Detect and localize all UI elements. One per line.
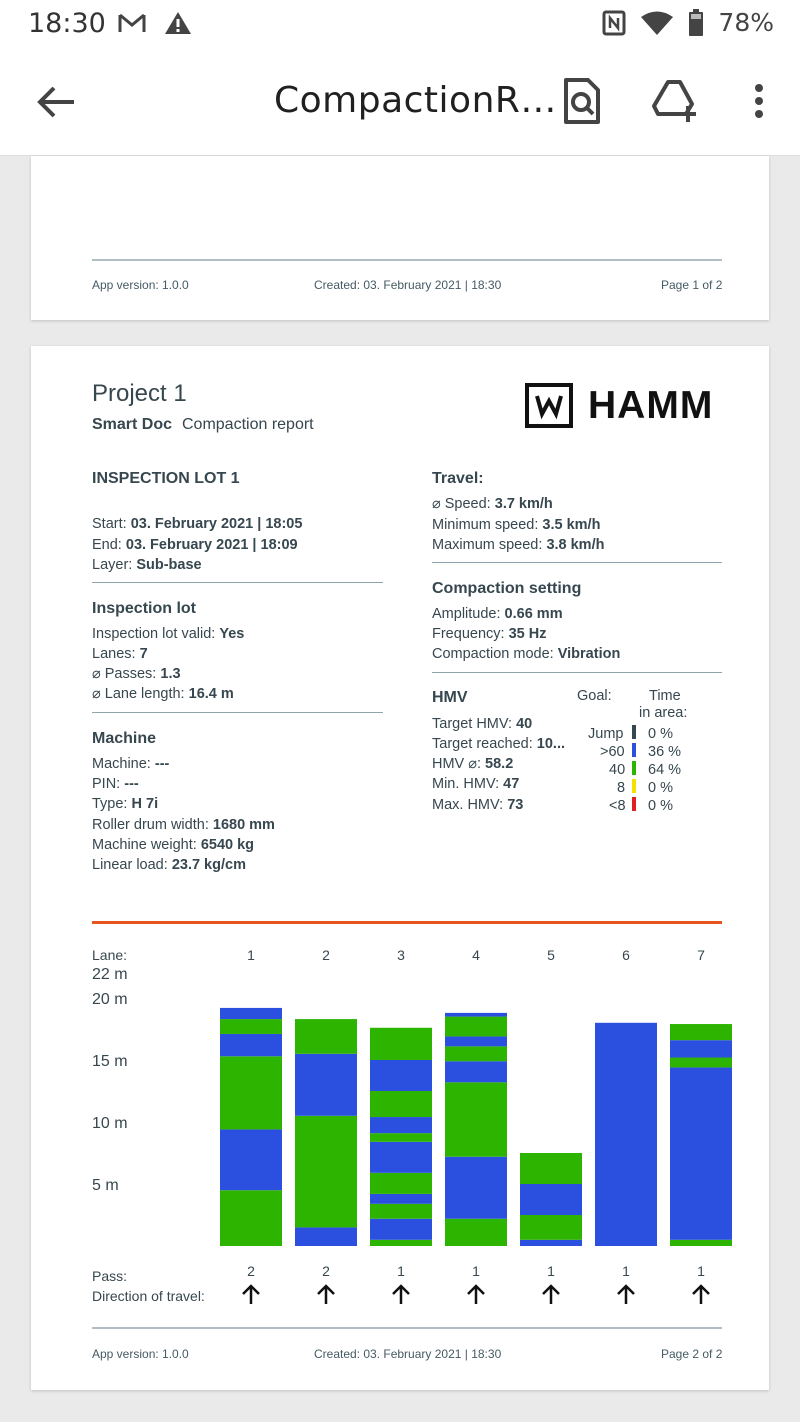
wifi-icon [640,10,674,36]
pdf-page-1 [31,156,769,320]
frequency-row: Frequency: 35 Hz [432,626,547,642]
lane-bar-segment [370,1173,432,1194]
direction-arrow-icon [543,1286,559,1304]
lane-bar-segment [445,1036,507,1046]
pass-count: 1 [622,1263,630,1279]
lane-bar-segment [220,1019,282,1034]
max-speed-row: Maximum speed: 3.8 km/h [432,537,605,553]
lane-number: 6 [622,947,630,963]
section-divider [92,582,383,583]
lane-bar-segment [670,1058,732,1068]
legend-color [632,743,636,757]
lane-number: 3 [397,947,405,963]
app-bar [0,50,800,156]
drum-width-row: Roller drum width: 1680 mm [92,817,275,833]
status-time: 18:30 [28,8,106,39]
lane-number: 5 [547,947,555,963]
lane-bar-segment [295,1019,357,1054]
direction-arrow-icon [243,1286,259,1304]
machine-row: Machine: --- [92,756,170,772]
pdf-page-2 [31,346,769,1390]
lane-bar-segment [370,1133,432,1142]
inspection-lot-title: INSPECTION LOT 1 [92,470,240,487]
direction-arrow-icon [468,1286,484,1304]
legend-pct: 36 % [648,744,682,760]
lane-number: 1 [247,947,255,963]
hmv-heading: HMV [432,689,468,706]
lane-chart [31,936,769,1316]
battery-percent: 78% [718,8,774,37]
mode-row: Compaction mode: Vibration [432,646,621,662]
lane-bar-segment [370,1219,432,1240]
hmv-avg-row: HMV ⌀: 58.2 [432,756,514,772]
hamm-logo-icon [525,383,573,428]
lot-valid-row: Inspection lot valid: Yes [92,626,245,642]
lane-bar-segment [370,1204,432,1219]
back-arrow-icon[interactable] [34,80,78,124]
pass-count: 1 [397,1263,405,1279]
passes-row: ⌀ Passes: 1.3 [92,666,181,682]
lane-bar-segment [370,1117,432,1133]
legend-pct: 0 % [648,780,673,796]
y-tick-label: 10 m [92,1115,128,1132]
amplitude-row: Amplitude: 0.66 mm [432,606,563,622]
type-row: Type: H 7i [92,796,159,812]
lane-bar-segment [220,1190,282,1246]
min-hmv-row: Min. HMV: 47 [432,776,520,792]
direction-arrow-icon [318,1286,334,1304]
legend-goal: 40 [609,762,626,778]
goal-header: Goal: [577,688,612,704]
pass-count: 2 [322,1263,330,1279]
lane-bar-segment [520,1153,582,1184]
lane-bar-segment [220,1056,282,1129]
layer-row: Layer: Sub-base [92,557,202,573]
pass-count: 2 [247,1263,255,1279]
lane-bar-segment [445,1013,507,1017]
legend-goal: <8 [609,798,626,814]
direction-arrow-icon [618,1286,634,1304]
lane-bar-segment [370,1091,432,1117]
lane-bar-segment [445,1017,507,1037]
direction-arrow-icon [693,1286,709,1304]
lane-bar-segment [295,1227,357,1246]
legend-color [632,797,636,811]
lane-bar-segment [370,1142,432,1173]
app-version: App version: 1.0.0 [92,278,189,292]
lane-bar-segment [295,1054,357,1116]
warning-icon [164,10,192,36]
lane-bar-segment [670,1024,732,1040]
pass-count: 1 [697,1263,705,1279]
legend-color [632,725,636,739]
legend-pct: 64 % [648,762,682,778]
end-row: End: 03. February 2021 | 18:09 [92,537,298,553]
y-tick-label: 22 m [92,966,128,984]
lane-bar-segment [445,1219,507,1246]
time-header-2: in area: [639,705,688,721]
section-divider [92,712,383,713]
lane-bar-segment [295,1116,357,1228]
y-tick-label: 15 m [92,1053,128,1070]
lane-number: 2 [322,947,330,963]
lane-bar-segment [670,1067,732,1239]
legend-goal: 8 [617,780,626,796]
subtitle-report: Compaction report [182,416,314,433]
lane-bar-segment [595,1023,657,1246]
machine-weight-row: Machine weight: 6540 kg [92,837,255,853]
lane-bar-segment [370,1028,432,1060]
linear-load-row: Linear load: 23.7 kg/cm [92,857,246,873]
direction-label: Direction of travel: [92,1288,205,1304]
lane-bar-segment [220,1008,282,1019]
status-bar [0,0,800,50]
compaction-heading: Compaction setting [432,580,582,597]
page-number: Page 1 of 2 [661,278,723,292]
lane-bar-segment [370,1194,432,1204]
footer-divider [92,259,722,261]
min-speed-row: Minimum speed: 3.5 km/h [432,517,601,533]
legend-color [632,779,636,793]
speed-row: ⌀ Speed: 3.7 km/h [432,496,553,512]
legend-goal: >60 [600,744,625,760]
pass-label: Pass: [92,1268,128,1284]
machine-heading: Machine [92,730,157,747]
page-number: Page 2 of 2 [661,1347,723,1361]
created-date: Created: 03. February 2021 | 18:30 [314,278,502,292]
footer-divider [92,1327,722,1329]
y-tick-label: 20 m [92,991,128,1008]
section-divider [432,672,722,673]
direction-arrow-icon [393,1286,409,1304]
section-divider [432,562,722,563]
subtitle-smart-doc: Smart Doc [92,416,173,433]
lane-bar-segment [370,1240,432,1246]
lane-bar-segment [220,1129,282,1190]
chart-divider [92,921,722,924]
pass-count: 1 [472,1263,480,1279]
legend-pct: 0 % [648,798,673,814]
pin-row: PIN: --- [92,776,139,792]
lane-bar-segment [520,1240,582,1246]
more-vert-icon[interactable] [734,76,784,126]
target-hmv-row: Target HMV: 40 [432,716,533,732]
battery-icon [688,9,704,37]
y-tick-label: 5 m [92,1177,119,1194]
search-document-icon[interactable] [556,76,606,126]
add-to-drive-icon[interactable] [650,76,700,126]
project-name: Project 1 [92,380,187,407]
nfc-icon [602,10,626,36]
lane-bar-segment [520,1184,582,1215]
lane-bar-segment [670,1240,732,1246]
lane-bar-segment [520,1215,582,1240]
max-hmv-row: Max. HMV: 73 [432,797,524,813]
lane-bar-segment [220,1034,282,1056]
lane-bar-segment [445,1082,507,1156]
start-row: Start: 03. February 2021 | 18:05 [92,516,303,532]
target-reached-row: Target reached: 10... [432,736,566,752]
lane-bar-segment [370,1060,432,1091]
inspection-lot-heading: Inspection lot [92,600,196,617]
lane-length-row: ⌀ Lane length: 16.4 m [92,686,234,702]
document-title: CompactionR… [274,80,557,121]
lane-number: 7 [697,947,705,963]
lane-bar-segment [670,1040,732,1057]
app-version: App version: 1.0.0 [92,1347,189,1361]
travel-heading: Travel: [432,470,484,487]
legend-color [632,761,636,775]
legend-pct: 0 % [648,726,673,742]
pass-count: 1 [547,1263,555,1279]
lane-bar-segment [445,1061,507,1082]
lanes-row: Lanes: 7 [92,646,148,662]
legend-goal: Jump [588,726,624,742]
lane-number: 4 [472,947,480,963]
time-header: Time [649,688,681,704]
gmail-icon [118,12,146,34]
lane-bar-segment [445,1046,507,1061]
created-date: Created: 03. February 2021 | 18:30 [314,1347,502,1361]
lane-axis-label: Lane: [92,947,128,963]
lane-bar-segment [445,1157,507,1219]
hamm-logo-text: HAMM [588,384,714,427]
